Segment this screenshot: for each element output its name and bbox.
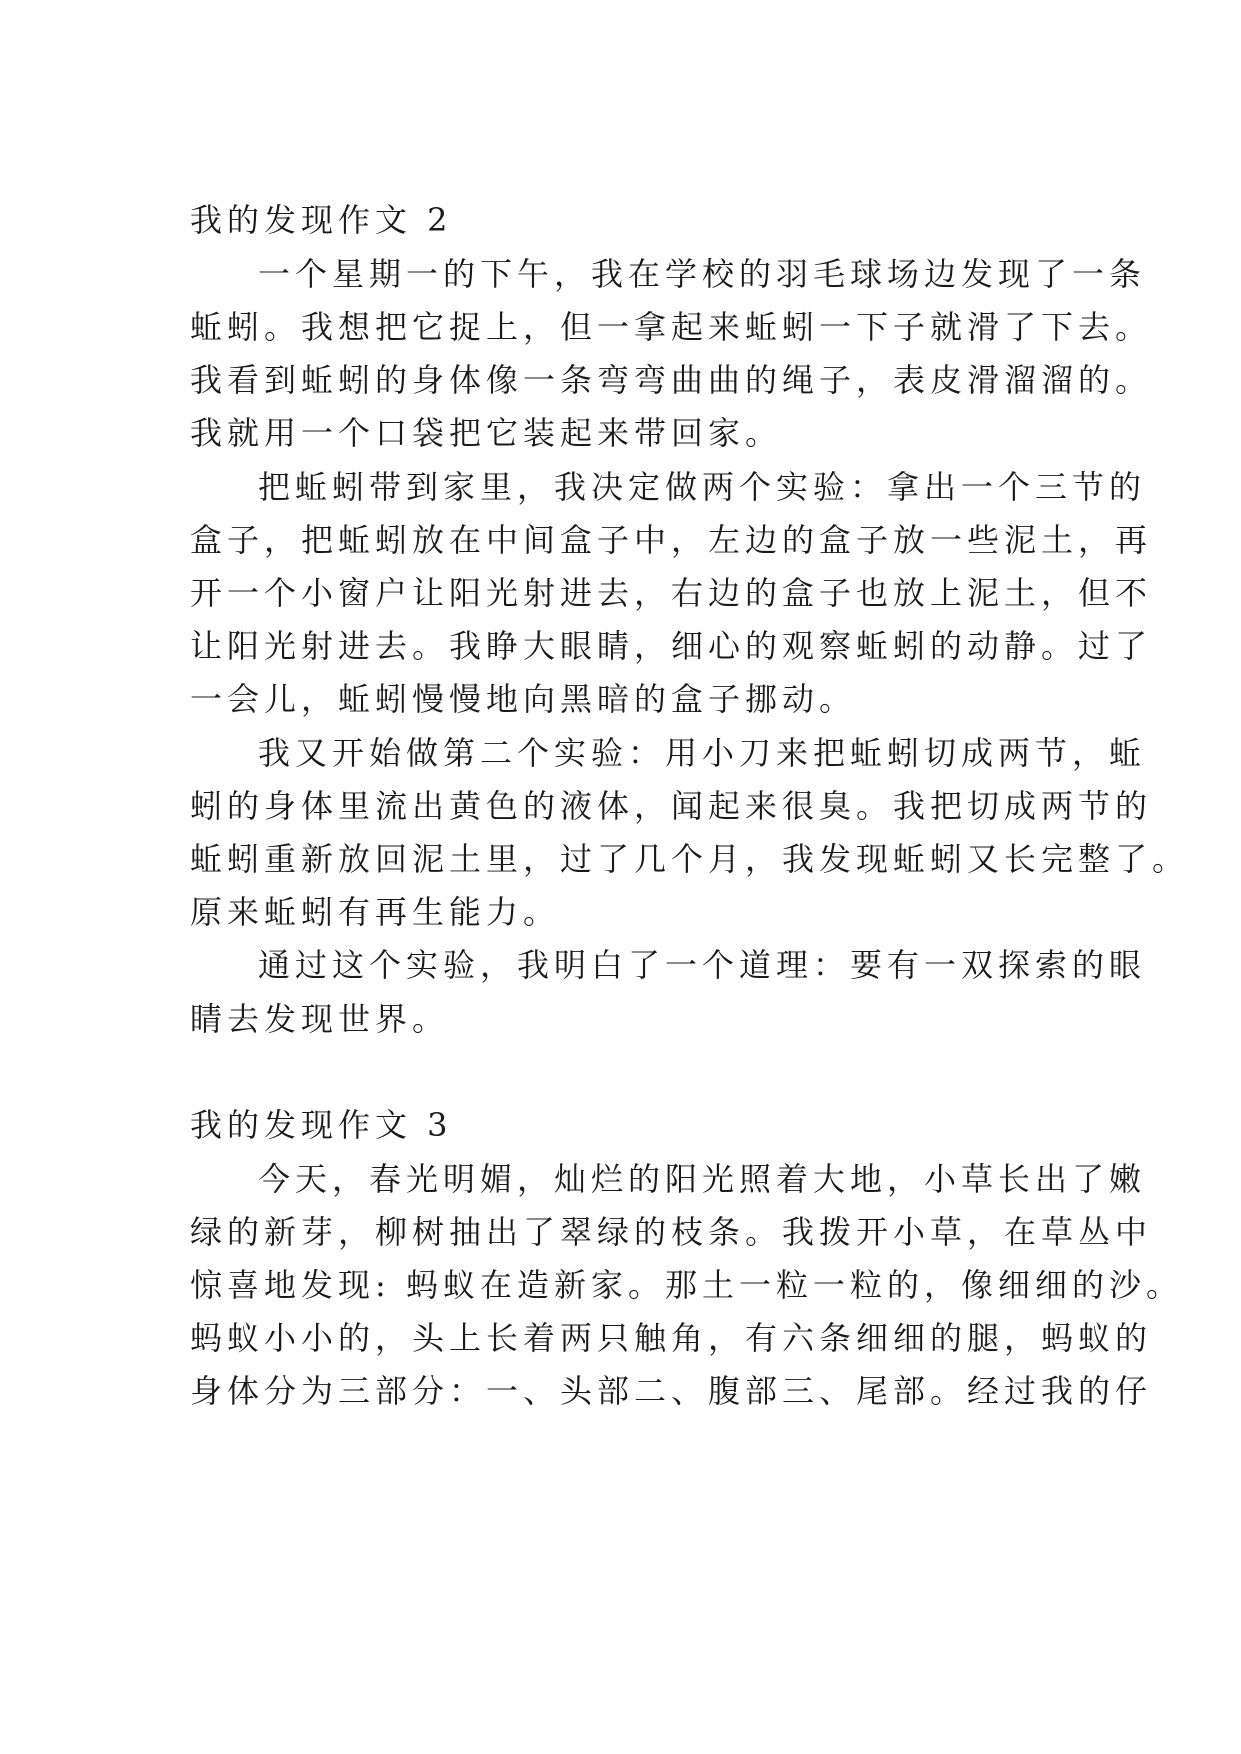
- text-line: 蚯蚓重新放回泥土里，过了几个月，我发现蚯蚓又长完整了。: [190, 840, 1190, 878]
- text-line: 蚂蚁小小的，头上长着两只触角，有六条细细的腿，蚂蚁的: [190, 1319, 1153, 1357]
- text-line: 把蚯蚓带到家里，我决定做两个实验：拿出一个三节的: [258, 468, 1147, 506]
- text-line: 我看到蚯蚓的身体像一条弯弯曲曲的绳子，表皮滑溜溜的。: [190, 361, 1153, 399]
- text-line: 通过这个实验，我明白了一个道理：要有一双探索的眼: [258, 946, 1147, 984]
- text-line: 原来蚯蚓有再生能力。: [190, 893, 561, 931]
- text-line: 一个星期一的下午，我在学校的羽毛球场边发现了一条: [258, 255, 1147, 293]
- text-line: 我就用一个口袋把它装起来带回家。: [190, 414, 783, 452]
- text-line: 盒子，把蚯蚓放在中间盒子中，左边的盒子放一些泥土，再: [190, 521, 1153, 559]
- section-heading: 我的发现作文 2: [190, 201, 453, 239]
- section-heading: 我的发现作文 3: [190, 1106, 453, 1144]
- text-line: 蚯蚓。我想把它捉上，但一拿起来蚯蚓一下子就滑了下去。: [190, 308, 1153, 346]
- text-line: 开一个小窗户让阳光射进去，右边的盒子也放上泥土，但不: [190, 574, 1153, 612]
- text-line: 惊喜地发现: 蚂蚁在造新家。那土一粒一粒的，像细细的沙。: [190, 1266, 1183, 1304]
- text-line: 今天，春光明媚，灿烂的阳光照着大地，小草长出了嫩: [258, 1160, 1147, 1198]
- text-line: 蚓的身体里流出黄色的液体，闻起来很臭。我把切成两节的: [190, 787, 1153, 825]
- text-line: 睛去发现世界。: [190, 1000, 450, 1038]
- text-line: 一会儿，蚯蚓慢慢地向黑暗的盒子挪动。: [190, 680, 857, 718]
- text-line: 我又开始做第二个实验：用小刀来把蚯蚓切成两节，蚯: [258, 734, 1147, 772]
- text-line: 身体分为三部分：一、头部二、腹部三、尾部。经过我的仔: [190, 1372, 1153, 1410]
- text-line: 让阳光射进去。我睁大眼睛，细心的观察蚯蚓的动静。过了: [190, 627, 1153, 665]
- text-line: 绿的新芽，柳树抽出了翠绿的枝条。我拨开小草，在草丛中: [190, 1213, 1153, 1251]
